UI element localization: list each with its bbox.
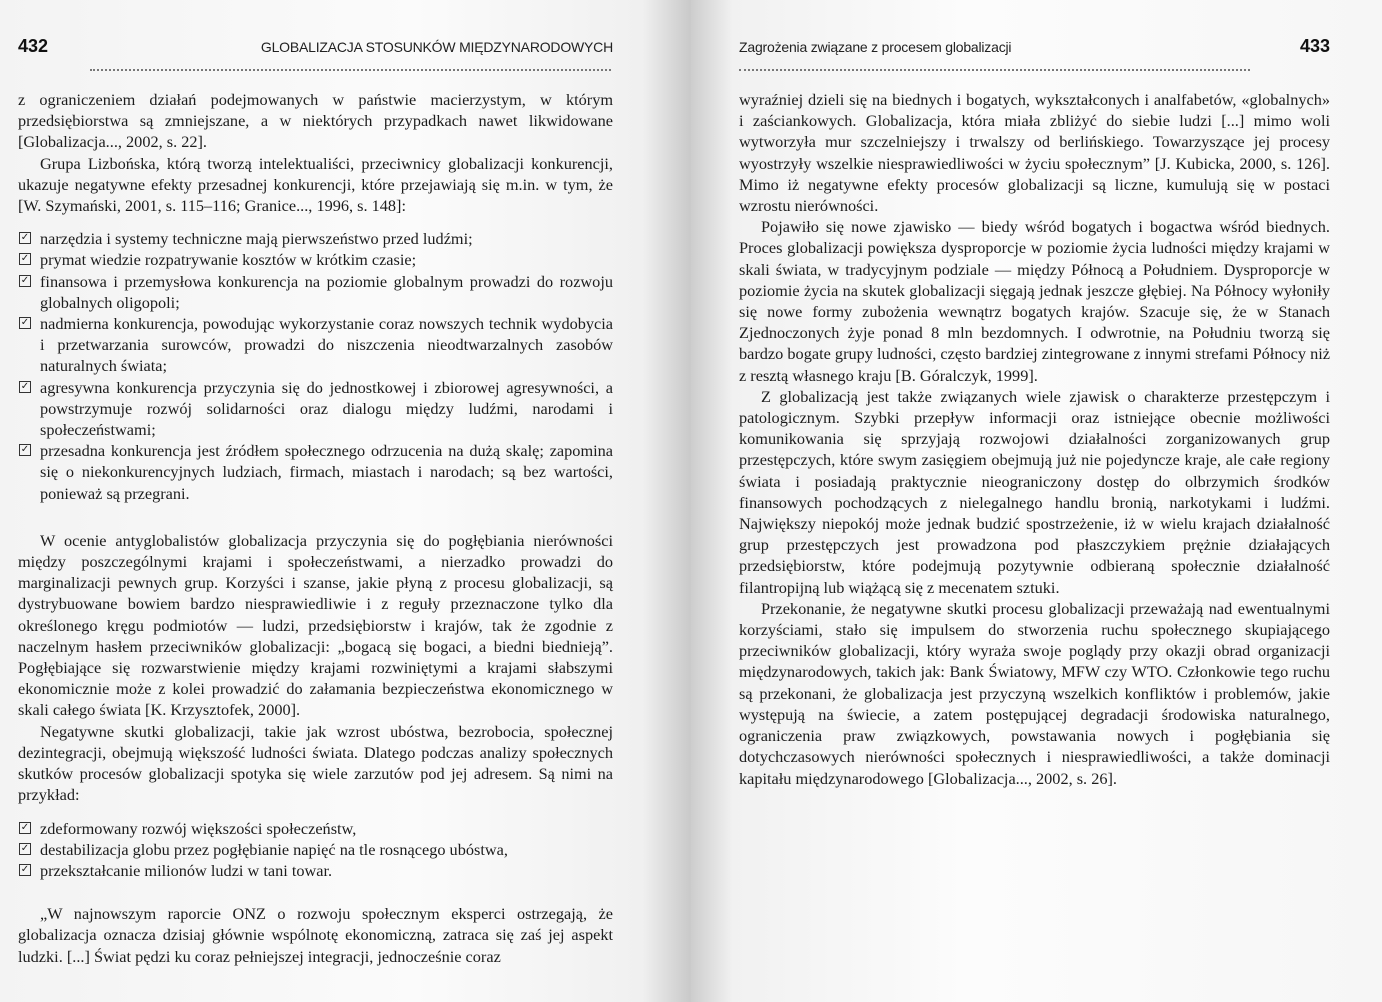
right-body-text [739,89,1330,789]
right-page-number: 433 [1299,36,1330,56]
left-page-number: 432 [18,36,49,56]
left-dotted-rule [90,63,611,71]
checkbox-icon: ✓ [20,253,30,265]
left-running-head [18,36,613,57]
right-running-head [739,36,1330,57]
list-item: ✓ nadmierna konkurencja, powodując wykorzystanie coraz nowszych technik wydobycia i przetwarzania surowców, prowadzi do niszczenia nieodtwarzalnych zasobów naturalnych świata; [20,314,613,376]
paragraph: wyraźniej dzieli się na biednych i bogatych, wykształconych i analfabetów, «globalnych» i zaściankowych. Globalizacja, która miała zbliżyć do siebie ludzi [...] mimo woli wytworzyła mur szczelniejszy i trwalszy od berlińskiego. Towarzyszące jej procesy wyostrzyły wszelkie niesprawiedliwości w życiu społecznym” [J. Kubicka, 2000, s. 126]. Mimo iż negatywne efekty procesów globalizacji są liczne, kumulują się w postaci wzrostu nierówności. [739,90,1330,216]
checklist-competition-effects [18,228,613,504]
paragraph: „W najnowszym raporcie ONZ o rozwoju społecznym eksperci ostrzegają, że globalizacja oznacza dzisiaj głównie wspólnotę ekonomiczną, zatraca się zaś jej aspekt ludzki. [...] Świat pędzi ku coraz pełniejszej integracji, jednocześnie coraz [18,904,613,966]
checkbox-icon: ✓ [20,380,30,392]
list-item: ✓ destabilizacja globu przez pogłębianie napięć na tle rosnącego ubóstwa, [20,839,508,859]
checklist-social-effects [18,818,613,882]
list-item: ✓ narzędzia i systemy techniczne mają pierwszeństwo przed ludźmi; [20,229,473,249]
checkbox-icon: ✓ [20,274,30,286]
paragraph: z ograniczeniem działań podejmowanych w państwie macierzystym, w którym przedsiębiorstwa są zmniejszane, a w niektórych przypadkach nawet likwidowane [Globalizacja..., 2002, s. 22]. [18,90,613,152]
spacer [18,893,613,903]
checkbox-icon: ✓ [20,232,30,244]
paragraph: Grupa Lizbońska, którą tworzą intelektualiści, przeciwnicy globalizacji konkurencji, ukazuje negatywne efekty przesadnej konkurencji, które przejawiają się m.in. w tym, że [W. Szymański, 2001, s. 115–116; Granice..., 1996, s. 148]: [18,153,613,216]
paragraph: Pojawiło się nowe zjawisko — biedy wśród bogatych i bogactwa wśród biednych. Proces globalizacji powiększa dysproporcje w poziomie życia ludności między krajami w skali świata, w tradycyjnym podziale — między Północą a Południem. Dysproporcje w poziomie życia na skutek globalizacji sięgają jednak jeszcze głębiej. Na Północy wyłoniły się nowe formy zubożenia wewnątrz bogatych krajów. Szacuje się, że w Stanach Zjednoczonych żyje ponad 8 mln bezdomnych. I odwrotnie, na Południu tworzą się bardzo bogate grupy ludności, często bardziej zintegrowane z innymi strefami Północy niż z resztą własnego kraju [B. Góralczyk, 1999]. [739,217,1330,385]
right-dotted-rule [739,63,1250,71]
paragraph: W ocenie antyglobalistów globalizacja przyczynia się do pogłębiania nierówności między poszczególnymi krajami i społeczeństwami, a nierzadko prowadzi do marginalizacji pewnych grup. Korzyści i szanse, jakie płyną z procesu globalizacji, są dystrybuowane bowiem bardzo niesprawiedliwie i z reguły przeznaczone tylko dla określonego kręgu podmiotów — ludzi, przedsiębiorstw i krajów, tak że zgodnie z naczelnym hasłem przeciwników globalizacji: „bogacą się bogaci, a biedni biednieją”. Pogłębiające się rozwarstwienie między krajami rozwiniętymi a krajami słabszymi ekonomicznie może z kolei prowadzić do załamania bezpieczeństwa ekonomicznego w skali całego świata [K. Krzysztofek, 2000]. [18,530,613,720]
checkbox-icon: ✓ [20,842,30,854]
checkbox-icon: ✓ [20,863,30,875]
list-item: ✓ przesadna konkurencja jest źródłem społecznego odrzucenia na dużą skalę; zapomina się o niekonkurencyjnych ludziach, firmach, miastach i narodach; są bez wartości, ponieważ są przegrani. [20,441,613,503]
spacer [18,516,613,530]
list-item: ✓ agresywna konkurencja przyczynia się do jednostkowej i zbiorowej agresywności, a powstrzymuje rozwój solidarności oraz dialogu między ludźmi, narodami i społeczeństwami; [20,377,613,440]
list-item: ✓ finansowa i przemysłowa konkurencja na poziomie globalnym prowadzi do rozwoju globalnych oligopoli; [20,271,613,312]
left-running-title: GLOBALIZACJA STOSUNKÓW MIĘDZYNARODOWYCH [260,39,613,55]
list-item: ✓ przekształcanie milionów ludzi w tani towar. [20,860,333,880]
paragraph: Negatywne skutki globalizacji, takie jak wzrost ubóstwa, bezrobocia, społecznej dezintegracji, obejmują większość ludności świata. Dlatego podczas analizy społecznych skutków procesów globalizacji spotyka się wiele zarzutów pod jej adresem. Są nimi na przykład: [18,721,613,805]
right-running-title: Zagrożenia związane z procesem globalizacji [739,39,1012,55]
paragraph: Z globalizacją jest także związanych wiele zjawisk o charakterze przestępczym i patologicznym. Szybki przepływ informacji oraz istniejące obecnie możliwości komunikowania się sprzyjają rozwojowi działalności zorganizowanych grup przestępczych, które swym zasięgiem obejmują już nie pojedyncze kraje, ale całe regiony świata i posiadają praktycznie nieograniczony dostęp do olbrzymich środków finansowych pochodzących z nielegalnego handlu bronią, narkotykami i ludźmi. Największy niepokój może jednak budzić spostrzeżenie, iż w wielu krajach działalność grup przestępczych jest prowadzona pod płaszczykiem prężnie działających przedsiębiorstw, które podejmują pozytywnie odbieraną społecznie działalność filantropijną lub wiążącą się z mecenatem sztuki. [739,386,1330,597]
left-body-text [18,89,613,967]
list-item: ✓ prymat wiedzie rozpatrywanie kosztów w krótkim czasie; [20,250,417,270]
right-page [691,0,1382,1002]
paragraph: Przekonanie, że negatywne skutki procesu globalizacji przeważają nad ewentualnymi korzyściami, stało się impulsem do stworzenia ruchu społecznego skupiającego przeciwników globalizacji, który wyraża swoje poglądy przy okazji obrad organizacji międzynarodowych, takich jak: Bank Światowy, MFW czy WTO. Członkowie tego ruchu są przekonani, że globalizacja jest przyczyną wszelkich konfliktów i problemów, jakie występują na świecie, a zatem postępującej degradacji środowiska naturalnego, ograniczenia praw związkowych, powstawania nowych i pogłębiania się dotychczasowych nierówności społecznych i niesprawiedliwości, a także dominacji kapitału międzynarodowego [Globalizacja..., 2002, s. 26]. [739,598,1330,788]
checkbox-icon: ✓ [20,317,30,329]
checkbox-icon: ✓ [20,444,30,456]
list-item: ✓ zdeformowany rozwój większości społeczeństw, [20,818,357,838]
checkbox-icon: ✓ [20,821,30,833]
